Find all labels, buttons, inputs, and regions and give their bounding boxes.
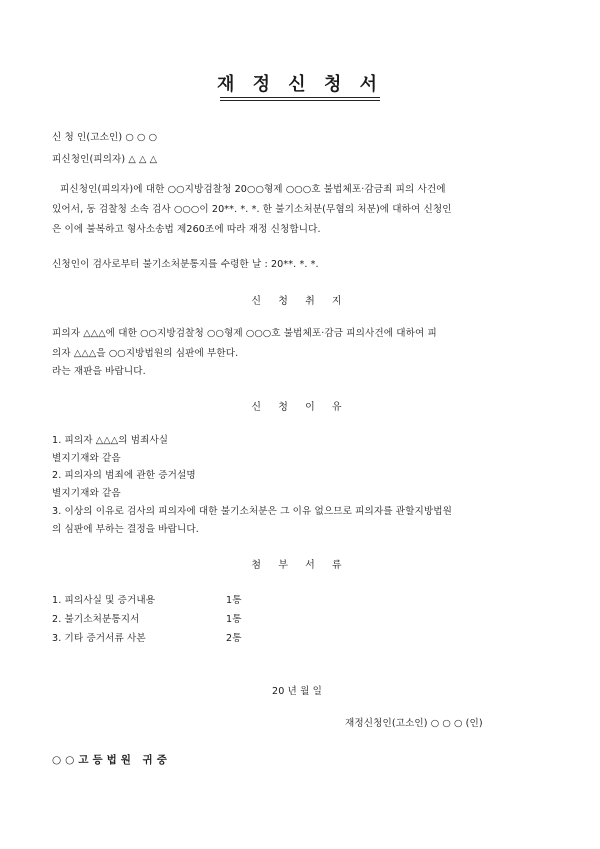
receipt-date-line: 신청인이 검사로부터 불기소처분통지를 수령한 날 : 20**. *. *.: [52, 259, 319, 270]
intro-line-1: 피신청인(피의자)에 대한 ○○지방검찰청 20○○형제 ○○○호 불법체포·감금죄 피의 사건에: [60, 184, 446, 195]
purpose-line-2: 의자 △△△을 ○○지방법원의 심판에 부한다.: [52, 348, 239, 359]
reason-line-2: 별지기재와 같음: [52, 453, 121, 464]
attachments-heading: 첨 부 서 류: [251, 560, 349, 571]
reason-line-3: 2. 피의자의 범죄에 관한 증거설명: [52, 470, 196, 481]
reason-line-1: 1. 피의자 △△△의 범죄사실: [52, 435, 169, 446]
signature-line: 재정신청인(고소인) ○ ○ ○ (인): [345, 718, 483, 729]
applicant-line: 신 청 인(고소인) ○ ○ ○: [52, 132, 158, 143]
reasons-heading: 신 청 이 유: [251, 402, 349, 413]
intro-line-2: 있어서, 동 검찰청 소속 검사 ○○○이 20**. *. *. 한 불기소처분(무혐의 처분)에 대하여 신청인: [52, 204, 452, 215]
reason-line-6: 의 심판에 부하는 결정을 바랍니다.: [52, 524, 199, 535]
reason-line-5: 3. 이상의 이유로 검사의 피의자에 대한 불기소처분은 그 이유 없으므로 피의자를 관할지방법원: [52, 506, 452, 517]
attachment-item-count: 2통: [226, 633, 242, 644]
title-underline: [220, 97, 380, 98]
attachment-item-name: 3. 기타 증거서류 사본: [52, 633, 146, 644]
attachment-item-name: 2. 불기소처분통지서: [52, 614, 140, 625]
court-addressee: ○○고등법원 귀중: [52, 754, 171, 766]
attachment-item-name: 1. 피의사실 및 증거내용: [52, 595, 156, 606]
purpose-line-3: 라는 재판을 바랍니다.: [52, 366, 146, 377]
title-underline-second: [220, 100, 380, 101]
document-title: 재 정 신 청 서: [216, 74, 383, 95]
intro-line-3: 은 이에 불복하고 형사소송법 제260조에 따라 재정 신청합니다.: [52, 224, 321, 235]
reason-line-4: 별지기재와 같음: [52, 488, 121, 499]
purpose-heading: 신 청 취 지: [251, 296, 349, 307]
date-line: 20 년 월 일: [272, 686, 322, 697]
attachment-item-count: 1통: [226, 595, 242, 606]
attachment-item-count: 1통: [226, 614, 242, 625]
purpose-line-1: 피의자 △△△에 대한 ○○지방검찰청 ○○형제 ○○○호 불법체포·감금 피의사건에 대하여 피: [52, 328, 437, 339]
respondent-line: 피신청인(피의자) △ △ △: [52, 154, 158, 165]
